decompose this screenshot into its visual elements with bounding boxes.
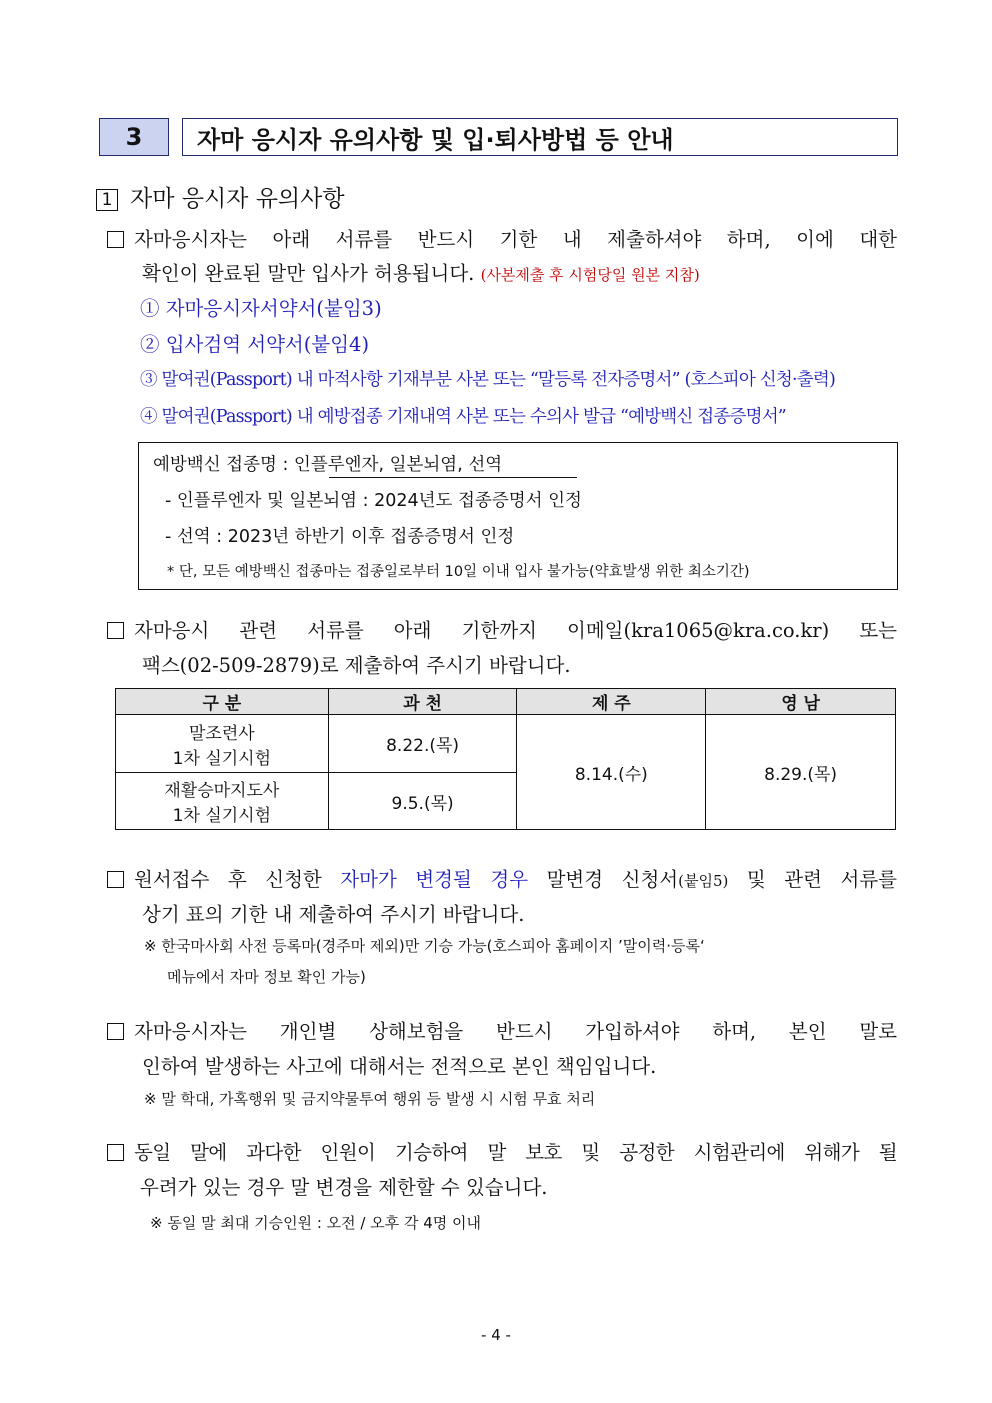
subsection-number: 1 <box>96 189 118 211</box>
item1-note: (사본제출 후 시험당일 원본 지참) <box>480 266 700 284</box>
subsection-title: 자마 응시자 유의사항 <box>130 186 345 212</box>
item3-line2: 상기 표의 기한 내 제출하여 주시기 바랍니다. <box>142 903 525 926</box>
doc-item-4: ④ 말여권(Passport) 내 예방접종 기재내역 사본 또는 수의사 발급 “예방백신 접종증명서” <box>140 407 786 427</box>
doc-item-2: ② 입사검역 서약서(붙임4) <box>140 333 370 356</box>
checkbox-icon <box>107 871 124 888</box>
checkbox-icon <box>107 1023 124 1040</box>
vaccine-box-line1: - 인플루엔자 및 일본뇌염 : 2024년도 접종증명서 인정 <box>165 491 582 511</box>
jeju-date: 8.14.(수) <box>517 715 706 830</box>
item4-line2: 인하여 발생하는 사고에 대해서는 전적으로 본인 책임입니다. <box>142 1055 657 1078</box>
header-yeongnam: 영 남 <box>706 689 896 715</box>
item2-line2: 팩스(02-509-2879)로 제출하여 주시기 바랍니다. <box>142 654 571 677</box>
table-row <box>116 715 896 773</box>
item1-line2: 확인이 완료된 말만 입사가 허용됩니다. (사본제출 후 시험당일 원본 지참) <box>142 262 700 285</box>
gwacheon-date: 8.22.(목) <box>328 715 517 773</box>
checkbox-icon <box>107 231 124 248</box>
row-label: 말조련사 1차 실기시험 <box>116 715 329 773</box>
subsection-heading <box>96 180 345 213</box>
item5-line1: 동일 말에 과다한 인원이 기승하여 말 보호 및 공정한 시험관리에 위해가 될 <box>107 1137 897 1165</box>
checkbox-icon <box>107 1144 124 1161</box>
underline <box>329 477 577 478</box>
vaccine-box-title: 예방백신 접종명 : 인플루엔자, 일본뇌염, 선역 <box>153 455 503 475</box>
header-category: 구 분 <box>116 689 329 715</box>
header-gwacheon: 과 천 <box>328 689 517 715</box>
item2-line1: 자마응시 관련 서류를 아래 기한까지 이메일(kra1065@kra.co.kr) 또는 <box>107 615 897 643</box>
doc-item-3: ③ 말여권(Passport) 내 마적사항 기재부분 사본 또는 “말등록 전자증명서” (호스피아 신청·출력) <box>140 370 835 390</box>
checkbox-icon <box>107 622 124 639</box>
gwacheon-date: 9.5.(목) <box>328 773 517 830</box>
section-title: 자마 응시자 유의사항 및 입·퇴사방법 등 안내 <box>182 118 898 156</box>
item4-note: ※ 말 학대, 가혹행위 및 금지약물투여 행위 등 발생 시 시험 무효 처리 <box>144 1090 596 1108</box>
page-number: - 4 - <box>481 1326 511 1344</box>
table-header-row <box>116 689 896 715</box>
item3-note1: ※ 한국마사회 사전 등록마(경주마 제외)만 기승 가능(호스피아 홈페이지 ’말이력·등록‘ <box>144 937 705 955</box>
vaccine-info-box <box>138 442 898 590</box>
item5-line2: 우려가 있는 경우 말 변경을 제한할 수 있습니다. <box>140 1176 548 1199</box>
item4-line1: 자마응시자는 개인별 상해보험을 반드시 가입하셔야 하며, 본인 말로 <box>107 1016 897 1044</box>
yeongnam-date: 8.29.(목) <box>706 715 896 830</box>
item1-line1: 자마응시자는 아래 서류를 반드시 기한 내 제출하셔야 하며, 이에 대한 <box>107 224 897 252</box>
item3-note2: 메뉴에서 자마 정보 확인 가능) <box>167 968 366 986</box>
schedule-table <box>115 688 896 830</box>
section-number: 3 <box>99 118 169 156</box>
row-label: 재활승마지도사 1차 실기시험 <box>116 773 329 830</box>
header-jeju: 제 주 <box>517 689 706 715</box>
doc-item-1: ① 자마응시자서약서(붙임3) <box>140 297 382 320</box>
vaccine-box-note: * 단, 모든 예방백신 접종마는 접종일로부터 10일 이내 입사 불가능(약효발생 위한 최소기간) <box>167 564 750 580</box>
item5-note: ※ 동일 말 최대 기승인원 : 오전 / 오후 각 4명 이내 <box>150 1214 481 1232</box>
item3-line1: 원서접수 후 신청한 자마가 변경될 경우 말변경 신청서(붙임5) 및 관련 서류를 <box>107 864 897 892</box>
highlight-text: 자마가 변경될 경우 <box>340 868 529 891</box>
vaccine-box-line2: - 선역 : 2023년 하반기 이후 접종증명서 인정 <box>165 527 515 547</box>
